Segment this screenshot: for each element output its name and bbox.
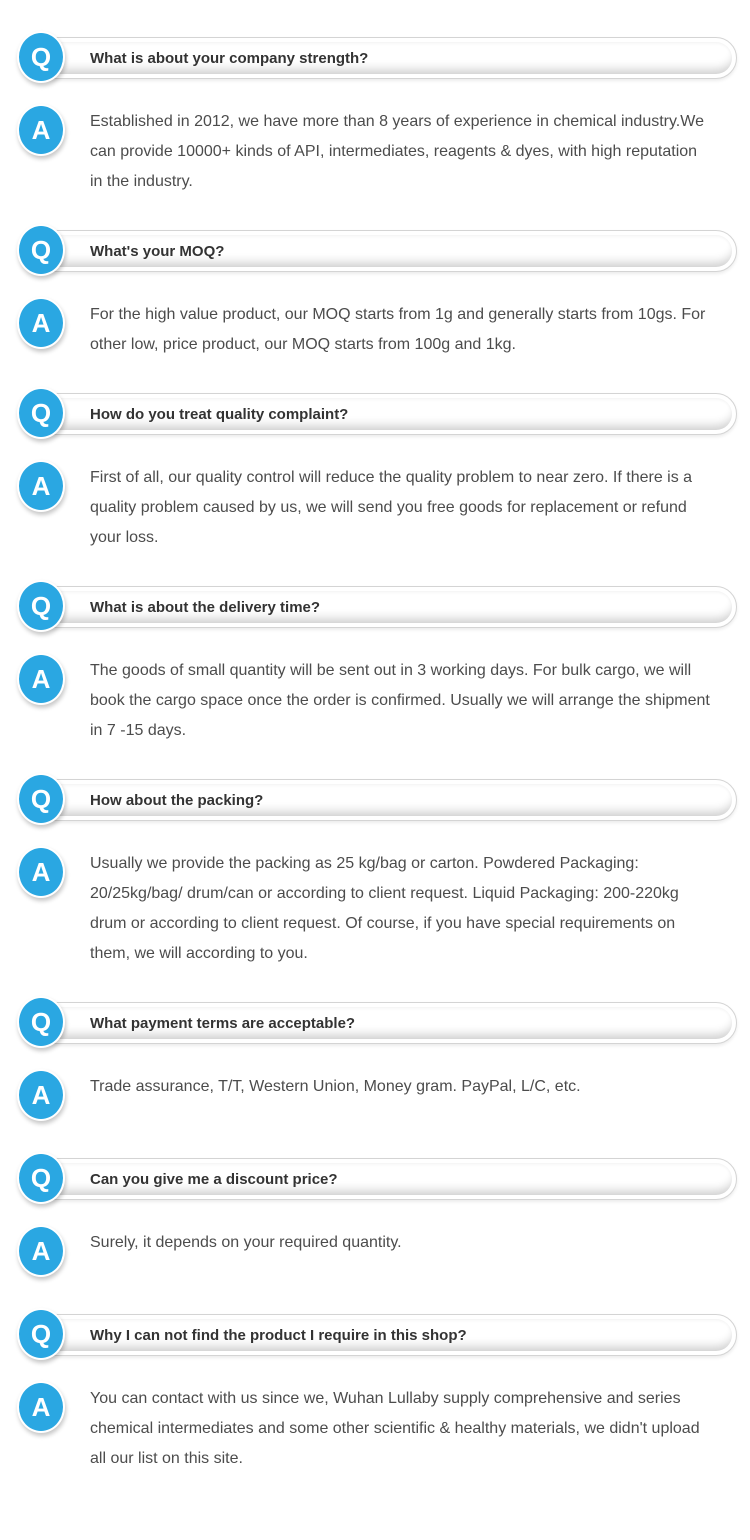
faq-answer-row [12,653,738,746]
question-text: What's your MOQ? [90,242,225,260]
faq-answer-row [12,1069,738,1125]
answer-text: Established in 2012, we have more than 8 years of experience in chemical industry.We can provide 10000+ kinds of API, intermediates, reagents & dyes, with high reputation in the industry. [90,113,704,190]
answer-text: The goods of small quantity will be sent out in 3 working days. For bulk cargo, we will book the cargo space once the order is confirmed. Usually we will arrange the shipment in 7 -15 days. [90,662,710,739]
question-text: Why I can not find the product I require in this shop? [90,1326,467,1344]
answer-badge-icon: A [17,104,65,156]
question-text: How do you treat quality complaint? [90,405,349,423]
question-pill-inner [37,1163,732,1195]
faq-question-row [12,1151,738,1207]
question-pill-inner [37,1319,732,1351]
answer-badge-icon: A [17,1069,65,1121]
question-text: What payment terms are acceptable? [90,1014,356,1032]
answer-text: First of all, our quality control will reduce the quality problem to near zero. If there is a quality problem caused by us, we will send you free goods for replacement or refund your loss. [90,469,693,546]
faq-item [12,995,738,1125]
question-badge-icon: Q [17,1152,65,1204]
faq-answer-row [12,1225,738,1281]
faq-answer-row [12,104,738,197]
question-pill [32,1314,737,1356]
question-pill-inner [37,398,732,430]
answer-text: Surely, it depends on your required quantity. [90,1234,402,1251]
faq-item [12,30,738,197]
answer-text: For the high value product, our MOQ starts from 1g and generally starts from 10gs. For other low, price product, our MOQ starts from 100g and 1kg. [90,306,706,353]
faq-item [12,386,738,553]
question-badge-icon: Q [17,224,65,276]
answer-badge-icon: A [17,1225,65,1277]
faq-answer-row [12,297,738,360]
question-pill [32,586,737,628]
answer-badge-icon: A [17,460,65,512]
question-pill-inner [37,591,732,623]
question-badge-icon: Q [17,996,65,1048]
question-text: Can you give me a discount price? [90,1170,338,1188]
faq-item [12,579,738,746]
faq-question-row [12,579,738,635]
question-pill [32,1158,737,1200]
question-pill [32,779,737,821]
faq-question-row [12,772,738,828]
faq-item [12,1307,738,1474]
faq-question-row [12,223,738,279]
question-pill-inner [37,235,732,267]
answer-badge-icon: A [17,297,65,349]
answer-text: You can contact with us since we, Wuhan Lullaby supply comprehensive and series chemical intermediates and some other scientific & healthy materials, we didn't upload all our list on this site. [90,1390,700,1467]
faq-question-row [12,30,738,86]
answer-text: Usually we provide the packing as 25 kg/bag or carton. Powdered Packaging: 20/25kg/bag/ drum/can or according to client request. Liquid Packaging: 200-220kg drum or according to client request. Of course, if you have special requirements on them, we will according to you. [90,855,679,962]
question-badge-icon: Q [17,1308,65,1360]
faq-question-row [12,386,738,442]
answer-badge-icon: A [17,653,65,705]
question-pill [32,1002,737,1044]
answer-badge-icon: A [17,1381,65,1433]
question-pill [32,393,737,435]
faq-item [12,772,738,969]
answer-badge-icon: A [17,846,65,898]
faq-question-row [12,1307,738,1363]
faq-answer-row [12,1381,738,1474]
faq-answer-row [12,460,738,553]
question-pill-inner [37,784,732,816]
question-pill [32,230,737,272]
faq-answer-row [12,846,738,969]
faq-question-row [12,995,738,1051]
question-badge-icon: Q [17,580,65,632]
question-badge-icon: Q [17,773,65,825]
question-text: What is about your company strength? [90,49,369,67]
question-text: What is about the delivery time? [90,598,321,616]
question-text: How about the packing? [90,791,264,809]
question-pill-inner [37,1007,732,1039]
question-pill-inner [37,42,732,74]
question-pill [32,37,737,79]
faq-item [12,223,738,360]
answer-text: Trade assurance, T/T, Western Union, Money gram. PayPal, L/C, etc. [90,1078,581,1095]
faq-item [12,1151,738,1281]
question-badge-icon: Q [17,31,65,83]
question-badge-icon: Q [17,387,65,439]
